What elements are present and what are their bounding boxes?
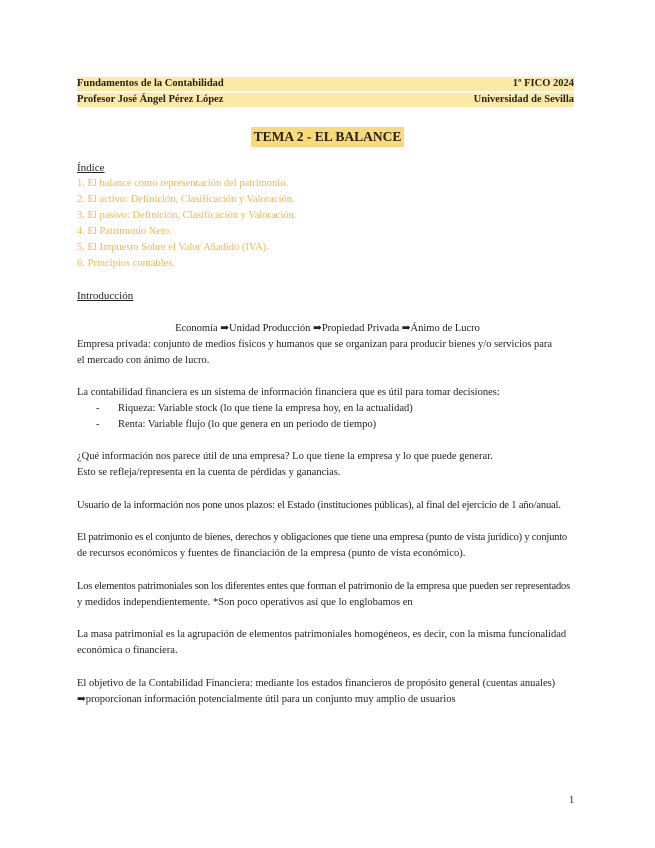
intro-p6-line1: Los elementos patrimoniales son los diferentes entes que forman el patrimonio de la empresa que pueden ser representados [77,581,570,592]
bullet-text-2: Renta: Variable flujo (lo que genera en un periodo de tiempo) [118,419,377,430]
page-title [0,127,655,147]
intro-p8-line1: El objetivo de la Contabilidad Financiera: mediante los estados financieros de propósito general (cuentas anuales) [77,678,556,689]
intro-p1-line2: el mercado con ánimo de lucro. [77,355,210,366]
index-item-3: 3. El pasivo: Definición, Clasificación y Valoración. [77,210,297,221]
intro-p8-line2: ➡proporcionan información potencialmente útil para un conjunto muy amplio de usuarios [77,694,456,705]
intro-p3-line1: ¿Qué información nos parece útil de una empresa? Lo que tiene la empresa y lo que puede generar. [77,451,493,462]
economy-chain: Economía ➡Unidad Producción ➡Propiedad Privada ➡Ánimo de Lucro [175,323,480,334]
index-item-5: 5. El Impuesto Sobre el Valor Añadido (IVA). [77,242,269,253]
intro-p7-line2: económica o financiera. [77,645,178,656]
course-group: 1º FICO 2024 [512,78,574,89]
header-row-2 [77,93,574,107]
intro-p7-line1: La masa patrimonial es la agrupación de elementos patrimoniales homogéneos, es decir, con la misma funcionalidad [77,629,567,640]
university-name: Universidad de Sevilla [473,94,574,105]
page-title-text: TEMA 2 - EL BALANCE [251,127,405,147]
intro-heading: Introducción [77,290,134,302]
intro-p2: La contabilidad financiera es un sistema de información financiera que es útil para tomar decisiones: [77,387,500,398]
bullet-mark-2: - [96,419,100,430]
index-item-6: 6. Principios contables. [77,258,175,269]
bullet-text-1: Riqueza: Variable stock (lo que tiene la empresa hoy, en la actualidad) [118,403,413,414]
intro-p3-line2: Esto se refleja/representa en la cuenta de pérdidas y ganancias. [77,467,341,478]
page-number: 1 [569,795,575,806]
intro-p5-line2: de recursos económicos y fuentes de financiación de la empresa (punto de vista económico). [77,548,466,559]
bullet-mark-1: - [96,403,100,414]
header-row-1 [77,77,574,91]
index-item-4: 4. El Patrimonio Neto. [77,226,172,237]
index-item-2: 2. El activo: Definición, Clasificación y Valoración. [77,194,295,205]
intro-p6-line2: y medidos independientemente. *Son poco operativos así que lo englobamos en [77,597,413,608]
index-heading: Índice [77,162,105,174]
index-item-1: 1. El balance como representación del patrimonio. [77,178,289,189]
intro-p1-line1: Empresa privada: conjunto de medios físicos y humanos que se organizan para producir bienes y/o servicios para [77,339,553,350]
intro-p4: Usuario de la información nos pone unos plazos: el Estado (instituciones públicas), al final del ejercicio de 1 año/anual. [77,500,561,511]
course-name: Fundamentos de la Contabilidad [77,78,224,89]
professor-name: Profesor José Ángel Pérez López [77,94,224,105]
intro-p5-line1: El patrimonio es el conjunto de bienes, derechos y obligaciones que tiene una empresa (punto de vista jurídico) y conjunto [77,532,567,543]
